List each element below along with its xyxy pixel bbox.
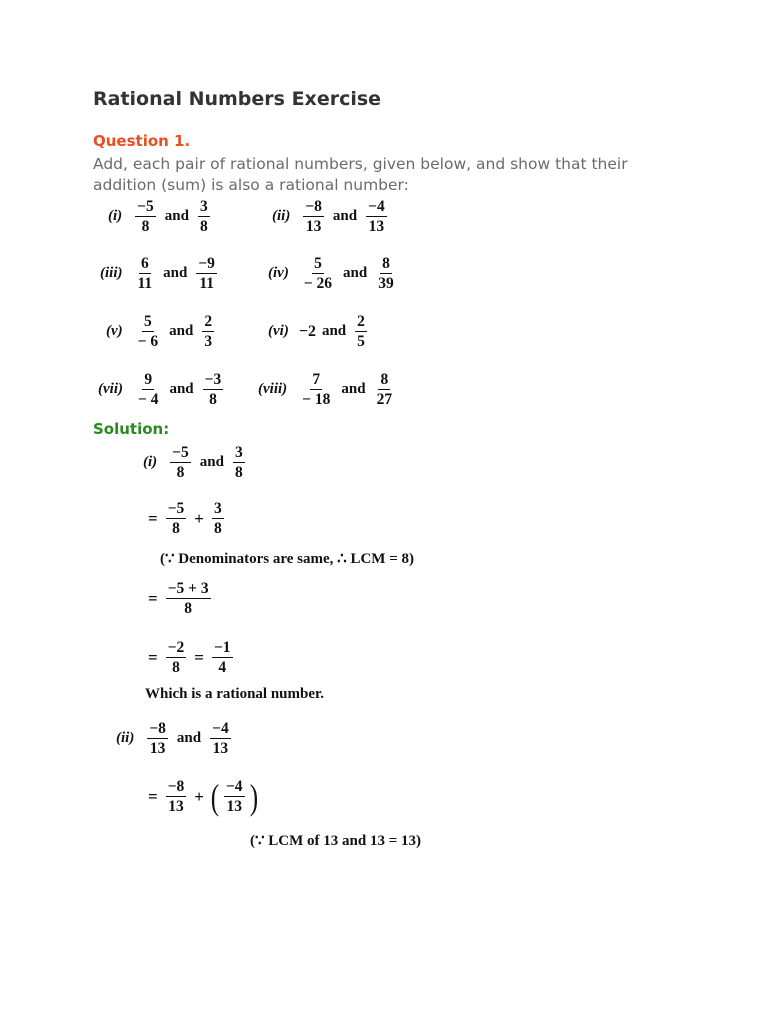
item-label: (viii) xyxy=(258,381,288,397)
fraction: $\frac{-2}{8}$ xyxy=(167,639,185,676)
page-title: Rational Numbers Exercise xyxy=(93,88,382,110)
equals-sign: = xyxy=(148,588,158,608)
fraction: $\frac{8}{39}$ xyxy=(378,255,394,292)
and-word: and xyxy=(169,323,194,339)
solution-ii-header xyxy=(116,720,234,757)
fraction: $\frac{3}{8}$ xyxy=(213,500,222,537)
item-label: (vii) xyxy=(98,381,123,397)
fraction: $\frac{-9}{11}$ xyxy=(198,255,215,292)
solution-ii-step1 xyxy=(143,778,260,815)
solution-i-conclusion: Which is a rational number. xyxy=(145,686,325,702)
item-label: (i) xyxy=(143,454,158,470)
fraction: $\frac{7}{- 18}$ xyxy=(302,371,331,408)
item-label: (iii) xyxy=(100,265,123,281)
fraction: $\frac{3}{8}$ xyxy=(199,198,208,235)
and-word: and xyxy=(164,208,189,224)
and-word: and xyxy=(341,381,366,397)
solution-i-step1 xyxy=(143,500,227,537)
solution-i-step2 xyxy=(143,580,214,617)
and-word: and xyxy=(199,454,224,470)
exercise-item-viii xyxy=(258,371,397,408)
question-heading: Question 1. xyxy=(93,132,191,150)
fraction: $\frac{-4}{13}$ xyxy=(212,720,229,757)
item-label: (ii) xyxy=(116,730,135,746)
fraction: $\frac{-3}{8}$ xyxy=(204,371,222,408)
fraction: $\frac{2}{3}$ xyxy=(204,313,213,350)
exercise-item-vii xyxy=(98,371,226,408)
item-label: (i) xyxy=(108,208,123,224)
item-label: (v) xyxy=(106,323,123,339)
fraction: $\frac{-8}{13}$ xyxy=(167,778,185,815)
fraction: $\frac{-4}{13}$ xyxy=(368,198,385,235)
equals-sign: = xyxy=(148,508,158,528)
fraction: $\frac{-8}{13}$ xyxy=(149,720,166,757)
exercise-item-ii xyxy=(272,198,390,235)
exercise-item-i xyxy=(108,198,213,235)
and-word: and xyxy=(332,208,358,224)
plus-sign: + xyxy=(194,508,204,528)
left-parenthesis: ( xyxy=(210,776,220,817)
fraction: $\frac{2}{5}$ xyxy=(357,313,365,350)
fraction: $\frac{-1}{4}$ xyxy=(213,639,231,676)
exercise-item-iii xyxy=(100,255,220,292)
solution-ii-note: (∵ LCM of 13 and 13 = 13) xyxy=(250,833,422,849)
plus-sign: + xyxy=(194,786,204,806)
equals-sign: = xyxy=(194,647,204,667)
exercise-item-v xyxy=(106,313,217,350)
fraction: $\frac{6}{11}$ xyxy=(137,255,153,292)
and-word: and xyxy=(163,265,188,281)
item-label: (iv) xyxy=(268,265,289,281)
and-word: and xyxy=(321,323,347,339)
solution-i-step3 xyxy=(143,639,236,676)
fraction: $\frac{-5}{8}$ xyxy=(167,500,185,537)
and-word: and xyxy=(169,381,194,397)
fraction: $\frac{-5}{8}$ xyxy=(172,444,189,481)
and-word: and xyxy=(176,730,202,746)
fraction: $\frac{-5 + 3}{8}$ xyxy=(167,580,209,617)
fraction: $\frac{3}{8}$ xyxy=(234,444,243,481)
whole-number: −2 xyxy=(298,322,316,340)
solution-i-note: (∵ Denominators are same, ∴ LCM = 8) xyxy=(160,551,414,567)
fraction: $\frac{8}{27}$ xyxy=(376,371,393,408)
item-label: (vi) xyxy=(268,323,289,339)
solution-heading: Solution: xyxy=(93,420,170,438)
exercise-item-iv xyxy=(268,255,399,292)
fraction: $\frac{9}{- 4}$ xyxy=(137,371,159,408)
fraction: $\frac{5}{- 26}$ xyxy=(303,255,333,292)
solution-i-header xyxy=(143,444,248,481)
equals-sign: = xyxy=(148,647,158,667)
exercise-item-vi xyxy=(268,313,370,350)
item-label: (ii) xyxy=(272,208,291,224)
fraction: $\frac{-4}{13}$ xyxy=(225,778,243,815)
and-word: and xyxy=(343,265,368,281)
fraction: $\frac{-8}{13}$ xyxy=(305,198,322,235)
fraction: $\frac{-5}{8}$ xyxy=(137,198,154,235)
fraction: $\frac{5}{- 6}$ xyxy=(137,313,159,350)
equals-sign: = xyxy=(148,786,158,806)
question-text: Add, each pair of rational numbers, given below, and show that their addition (sum) is also a rational number: xyxy=(93,155,628,194)
right-parenthesis: ) xyxy=(249,776,258,817)
